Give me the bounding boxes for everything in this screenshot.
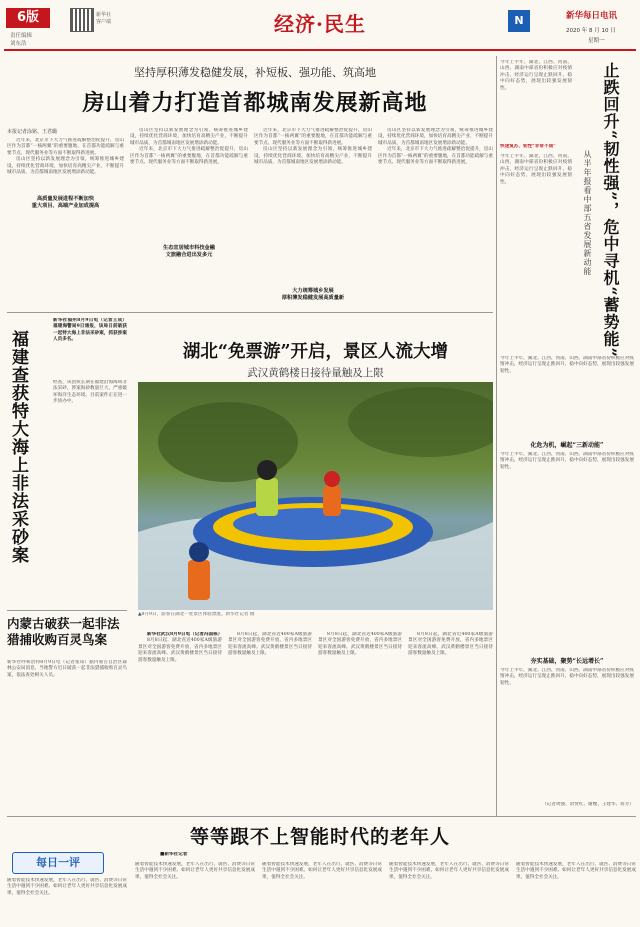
rafting-scene-icon — [138, 382, 493, 610]
right-body-1: 今年上半年，湖北、江西、河南、山西、湖南中部省份积极应对疫情冲击，经济运行呈现止跌回升、稳中向好态势，展现出较强发展韧性。 — [500, 154, 572, 185]
issue-weekday: 星期一 — [588, 38, 605, 44]
fujian-dateline: 新华社福州8月9日电（记者王成）福建海警局9日通报，该局日前破获一起特大海上非法采砂案，抓获涉案人员多名。 — [53, 318, 127, 343]
right-heading-2: 化危为机，崛起“三新动能” — [530, 442, 604, 449]
column-body-col3: 随着智能技术快速发展，老年人在出行、就医、消费等日常生活中遇到不少困难。如何让老年人更好共享信息化发展成果，值得全社会关注。 — [262, 862, 382, 880]
lead-headline: 房山着力打造首都城南发展新高地 — [82, 90, 428, 116]
inner-mongolia-body: 新华社呼和浩特8月9日电（记者张知）据内蒙古自治区森林公安局消息，当地警方近日破获一起非法猎捕收购百灵鸟案，依法查处相关人员。 — [7, 660, 127, 678]
hubei-body-col2 — [228, 632, 312, 742]
masthead — [0, 0, 640, 50]
lead-paragraph: 房山区坚持以新发展理念为引领，统筹推进城乡建设，持续优化营商环境，加快培育高精尖产业，不断提升城市品质，为首都城南地区发展增添新动能。 — [7, 157, 124, 176]
lead-kicker: 坚持厚积薄发稳健发展，补短板、强功能、筑高地 — [134, 66, 376, 79]
hubei-photo-caption: ▲8月9日，游客在湖北一处景区体验漂流。新华社记者 摄 — [138, 612, 255, 617]
page-number: 6版 — [16, 10, 40, 25]
lead-paragraph: 房山区坚持以新发展理念为引领，统筹推进城乡建设，持续优化营商环境，加快培育高精尖产业，不断提升城市品质，为首都城南地区发展增添新动能。 — [378, 128, 493, 146]
masthead-rule — [4, 49, 636, 51]
hubei-paragraph: 8月8日起，湖北省近400家A级旅游景区对全国游客免费开放，省内多地景区迎来客流高峰。武汉黄鹤楼景区当日接待游客数量触及上限。 — [138, 638, 222, 663]
right-body-2: 今年上半年，湖北、江西、河南、山西、湖南中部省份积极应对疫情冲击，经济运行呈现止跌回升、稳中向好态势，展现出较强发展韧性。 — [500, 356, 634, 374]
lead-paragraph: 房山区坚持以新发展理念为引领，统筹推进城乡建设，持续优化营商环境，加快培育高精尖产业，不断提升城市品质，为首都城南地区发展增添新动能。 — [130, 128, 248, 146]
daily-review-badge — [12, 852, 104, 874]
editor-name: 刘东浩 — [10, 41, 27, 47]
fujian-story — [7, 318, 127, 608]
column-body-col4: 随着智能技术快速发展，老年人在出行、就医、消费等日常生活中遇到不少困难。如何让老年人更好共享信息化发展成果，值得全社会关注。 — [389, 862, 509, 880]
hubei-body-col1 — [138, 632, 222, 742]
daily-review-label: 每日一评 — [36, 856, 80, 869]
issue-date: 2020 年 8 月 10 日 — [566, 28, 616, 34]
hubei-paragraph: 8月8日起，湖北省近400家A级旅游景区对全国游客免费开放，省内多地景区迎来客流高峰。武汉黄鹤楼景区当日接待游客数量触及上限。 — [318, 632, 402, 657]
column-body-col5: 随着智能技术快速发展，老年人在出行、就医、消费等日常生活中遇到不少困难。如何让老年人更好共享信息化发展成果，值得全社会关注。 — [516, 862, 636, 880]
page-number-badge — [6, 8, 50, 28]
right-vertical-subhead: 从半年报看中部五省发展新动能 — [583, 150, 592, 276]
column-top-rule — [7, 816, 636, 817]
lead-subhead-2: 生态宜居城市科技金融 文旅融合进出发多元 — [163, 245, 215, 258]
right-heading-3: 夯实基础，聚势“长远增长” — [530, 658, 604, 665]
column-body-col2: 随着智能技术快速发展，老年人在出行、就医、消费等日常生活中遇到不少困难。如何让老年人更好共享信息化发展成果，值得全社会关注。 — [135, 862, 255, 880]
lead-body-col3 — [254, 128, 372, 308]
column-author: ■新华社记者 — [160, 852, 188, 857]
lead-paragraph: 房山区坚持以新发展理念为引领，统筹推进城乡建设，持续优化营商环境，加快培育高精尖产业，不断提升城市品质，为首都城南地区发展增添新动能。 — [254, 147, 372, 166]
right-heading-1: 快速复苏，韧性“非常不弱” — [500, 144, 556, 149]
column-headline: 等等跟不上智能时代的老年人 — [189, 826, 450, 848]
section-title: 经济·民生 — [274, 12, 366, 36]
lead-body-col4 — [378, 128, 493, 308]
hubei-paragraph: 8月8日起，湖北省近400家A级旅游景区对全国游客免费开放，省内多地景区迎来客流高峰。武汉黄鹤楼景区当日接待游客数量触及上限。 — [228, 632, 312, 657]
lead-body-col2 — [130, 128, 248, 308]
app-caption: 新华社 客户端 — [96, 12, 112, 25]
fujian-body: 经查，该团伙长期在福建沿海海域非法采砂，涉案海砂数量巨大，严重破坏海洋生态环境。目前案件正在进一步侦办中。 — [53, 380, 127, 405]
hubei-paragraph: 8月8日起，湖北省近400家A级旅游景区对全国游客免费开放，省内多地景区迎来客流高峰。武汉黄鹤楼景区当日接待游客数量触及上限。 — [408, 632, 493, 657]
lead-paragraph: 近年来，北京市下大力气推进疏解整治促提升，房山区作为首都“一核两翼”的重要腹地，在首都功能疏解与重要节点、现代服务业等方面不断取得新进展。 — [254, 128, 372, 146]
lead-paragraph: 近年来，北京市下大力气推进疏解整治促提升，房山区作为首都“一核两翼”的重要腹地，在首都功能疏解与重要节点、现代服务业等方面不断取得新进展。 — [378, 147, 493, 166]
lead-body-col1 — [7, 138, 124, 308]
right-body-3: 今年上半年，湖北、江西、河南、山西、湖南中部省份积极应对疫情冲击，经济运行呈现止跌回升、稳中向好态势，展现出较强发展韧性。 — [500, 452, 634, 470]
right-story — [500, 56, 636, 816]
hubei-dateline: 新华社武汉8月9日电（记者冯国栋） — [147, 632, 222, 637]
column-body-col1: 随着智能技术快速发展，老年人在出行、就医、消费等日常生活中遇到不少困难。如何让老年人更好共享信息化发展成果，值得全社会关注。 — [7, 878, 127, 896]
lead-byline: 本报记者涂铭、王君璐 — [7, 129, 58, 135]
editor-label: 责任编辑 — [10, 33, 33, 39]
paper-logo-icon: N — [508, 10, 530, 32]
right-vertical-headline: 止跌回升“韧性强”，危中寻机“蓄势能” — [601, 62, 620, 358]
lead-paragraph: 近年来，北京市下大力气推进疏解整治促提升，房山区作为首都“一核两翼”的重要腹地，在首都功能疏解与重要节点、现代服务业等方面不断取得新进展。 — [7, 138, 124, 156]
hubei-body-col3 — [318, 632, 402, 742]
lead-bottom-rule — [7, 312, 493, 313]
lead-subhead-3: 大力统筹城乡发展 厚积薄发稳健发展高质量新 — [281, 288, 345, 301]
hubei-headline: 湖北“免票游”开启，景区人流大增 — [182, 342, 449, 362]
right-footer-credit: （记者周强、余贤红、谢樱、王建华、蒋芳） — [542, 802, 634, 807]
fujian-headline: 福建查获特大海上非法采砂案 — [8, 330, 28, 564]
right-body-4: 今年上半年，湖北、江西、河南、山西、湖南中部省份积极应对疫情冲击，经济运行呈现止跌回升、稳中向好态势，展现出较强发展韧性。 — [500, 668, 634, 686]
lead-paragraph: 近年来，北京市下大力气推进疏解整治促提升，房山区作为首都“一核两翼”的重要腹地，在首都功能疏解与重要节点、现代服务业等方面不断取得新进展。 — [130, 147, 248, 166]
right-column-divider — [496, 56, 497, 816]
hubei-photo — [138, 382, 493, 610]
left-divider — [7, 610, 127, 611]
inner-mongolia-headline: 内蒙古破获一起非法猎捕收购百灵鸟案 — [7, 616, 120, 647]
lead-subhead-1: 高质量发展进程不断加快 重大项目、高端产业加成提高 — [31, 196, 100, 209]
hubei-subhead: 武汉黄鹤楼日接待量触及上限 — [247, 367, 384, 379]
qr-code-icon — [70, 8, 94, 32]
paper-name: 新华每日电讯 — [566, 11, 618, 21]
hubei-body-col4 — [408, 632, 493, 742]
right-intro: 今年上半年，湖北、江西、河南、山西、湖南中部省份积极应对疫情冲击，经济运行呈现止跌回升、稳中向好态势，展现出较强发展韧性。 — [500, 60, 572, 91]
